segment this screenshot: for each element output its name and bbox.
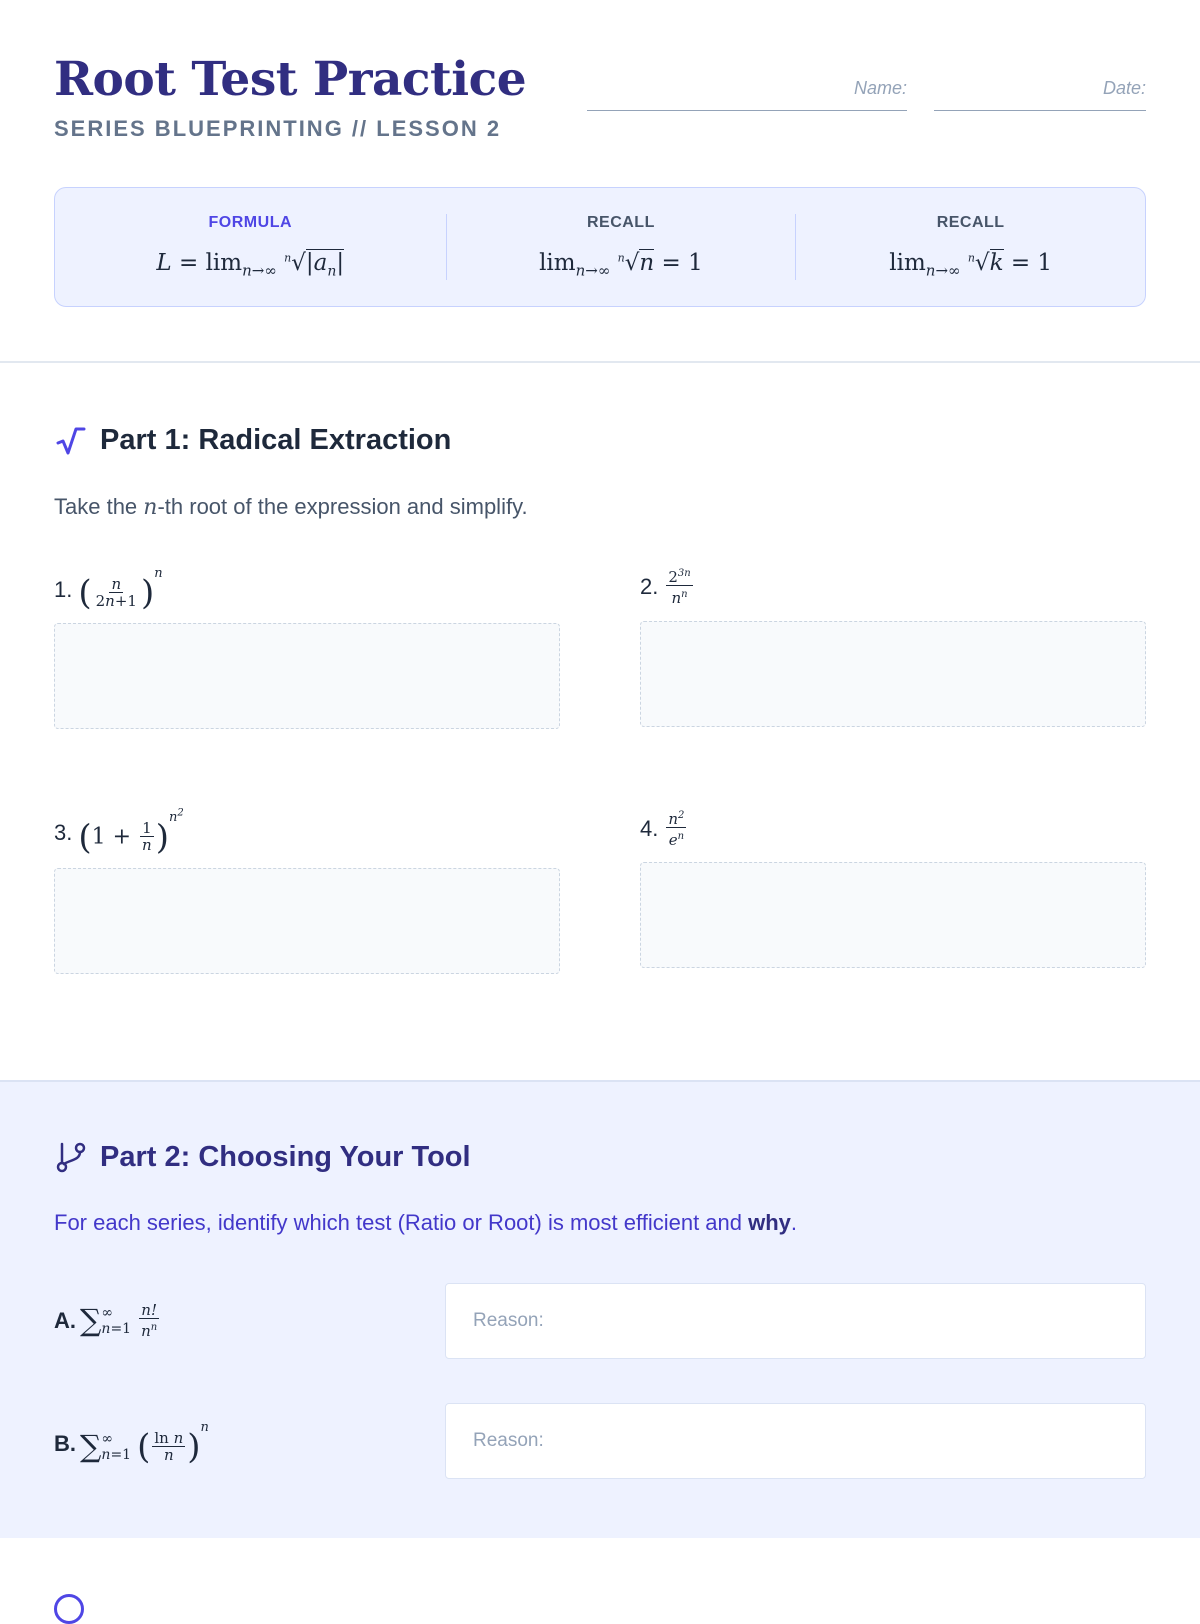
square-root-icon <box>54 423 88 457</box>
part1-instruction: Take the n-th root of the expression and simplify. <box>54 494 528 520</box>
problem-expression: (1 + $\frac{1}{n}$ )$^{n^2}$ <box>78 808 184 858</box>
name-field[interactable] <box>587 76 907 111</box>
part2-instruction: For each series, identify which test (Ratio or Root) is most efficient and why. <box>54 1210 798 1235</box>
name-label: Name: <box>853 78 907 98</box>
problem-expression: $\frac{n^2}{e^n}$ <box>668 810 685 849</box>
recall-label: RECALL <box>936 214 1005 231</box>
answer-box-1[interactable] <box>54 623 560 729</box>
formula-card <box>54 187 1146 307</box>
recall-label: RECALL <box>586 214 655 231</box>
choice-label: A. <box>54 1308 76 1333</box>
series-expression: ∑ ∞ n=1 $\frac{n!}{n^n}$ <box>80 1301 158 1340</box>
recall-nth-root-k <box>795 214 1145 280</box>
answer-box-4[interactable] <box>640 862 1146 968</box>
problem-number: 4. <box>640 815 659 841</box>
recall-expression: $\lim_{n\to\infty} ^n√n = 1$ <box>539 250 703 280</box>
next-section-icon <box>54 1594 84 1624</box>
formula-expression: $L = \lim_{n\to\infty} ^n√|a_n|$ <box>156 250 345 280</box>
series-choice-b <box>54 1420 209 1467</box>
answer-box-3[interactable] <box>54 868 560 974</box>
part2-title: Part 2: Choosing Your Tool <box>100 1140 471 1173</box>
part2-heading <box>54 1140 471 1174</box>
part1-heading <box>54 423 451 457</box>
problem-1 <box>54 566 163 613</box>
recall-nth-root-n <box>446 214 796 280</box>
problem-4 <box>640 808 688 849</box>
git-branch-icon <box>54 1140 88 1174</box>
formula-label: FORMULA <box>208 214 293 231</box>
problem-3 <box>54 808 184 857</box>
formula-root-test <box>55 214 446 280</box>
problem-number: 3. <box>54 819 73 845</box>
reason-input-a[interactable]: Reason: <box>445 1283 1146 1359</box>
problem-expression: $\frac{2^{3n}}{n^n}$ <box>668 568 691 607</box>
date-field[interactable] <box>934 76 1146 111</box>
problem-number: 2. <box>640 573 659 599</box>
reason-input-b[interactable]: Reason: <box>445 1403 1146 1479</box>
series-expression: ∑ ∞ n=1 ( $\frac{\text{ln n}}{n}$ )$^n$ <box>80 1420 209 1467</box>
page-title: Root Test Practice <box>54 52 527 107</box>
problem-number: 1. <box>54 576 73 602</box>
answer-box-2[interactable] <box>640 621 1146 727</box>
part1-title: Part 1: Radical Extraction <box>100 423 452 456</box>
section-divider <box>0 361 1200 363</box>
series-choice-a <box>54 1302 161 1340</box>
problem-2 <box>640 566 695 607</box>
problem-expression: ( $\frac{n}{2n+1}$ )$^n$ <box>78 566 163 613</box>
recall-expression: $\lim_{n\to\infty} ^n√k = 1$ <box>889 250 1053 280</box>
date-label: Date: <box>1102 78 1146 98</box>
choice-label: B. <box>54 1430 76 1456</box>
page-subtitle: SERIES BLUEPRINTING // LESSON 2 <box>54 116 502 141</box>
